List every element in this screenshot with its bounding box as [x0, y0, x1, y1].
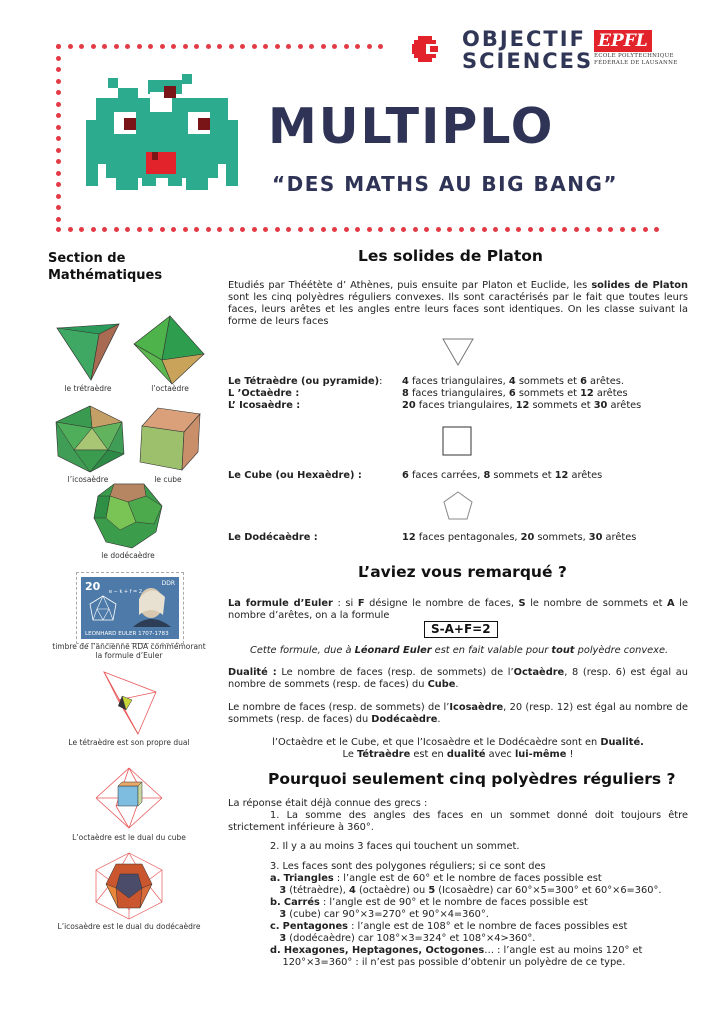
frame-dot — [56, 148, 61, 153]
frame-dot — [56, 79, 61, 84]
epfl-subtitle-2: FÉDÉRALE DE LAUSANNE — [594, 60, 678, 66]
octa-desc: 8 faces triangulaires, 6 sommets et 12 arêtes — [402, 388, 628, 399]
frame-dot — [539, 227, 544, 232]
objectif-sciences-logo-icon — [410, 34, 440, 64]
frame-top-dots — [56, 44, 383, 49]
frame-dot — [574, 227, 579, 232]
page-title: MULTIPLO — [268, 98, 555, 155]
why-point-1: 1. La somme des angles des faces en un sommet donné doit toujours être strictement inférieure à 360°. — [228, 810, 688, 833]
frame-dot — [125, 44, 130, 49]
frame-dot — [56, 182, 61, 187]
frame-dot — [56, 44, 61, 49]
frame-dot — [91, 227, 96, 232]
octahedron-icon — [132, 314, 206, 386]
icosa-desc: 20 faces triangulaires, 12 sommets et 30 arêtes — [402, 400, 642, 411]
tetra-desc: 4 faces triangulaires, 4 sommets et 6 arêtes. — [402, 376, 624, 387]
frame-dot — [551, 227, 556, 232]
why-point-2: 2. Il y a au moins 3 faces qui touchent un sommet. — [270, 841, 520, 852]
heading-did-you-notice: L’aviez vous remarqué ? — [358, 563, 567, 581]
frame-dot — [344, 227, 349, 232]
frame-dot — [56, 113, 61, 118]
square-face-icon — [441, 425, 473, 457]
frame-dot — [217, 44, 222, 49]
frame-dot — [413, 227, 418, 232]
case-hexagons: d. Hexagones, Heptagones, Octogones… : l’angle est au moins 120° et 120°×3=360° : il n’est pas possible d’obtenir un polyèdre de ce type. — [270, 945, 643, 968]
frame-dot — [275, 227, 280, 232]
frame-dot — [252, 44, 257, 49]
euler-stamp — [76, 572, 184, 644]
frame-dot — [643, 227, 648, 232]
section-title: Section de Mathématiques — [48, 251, 163, 283]
cube-name: Le Cube (ou Hexaèdre) : — [228, 470, 362, 481]
frame-dot — [206, 227, 211, 232]
epfl-subtitle-1: ÉCOLE POLYTECHNIQUE — [594, 53, 674, 59]
triangle-face-icon — [441, 335, 475, 369]
frame-dot — [102, 227, 107, 232]
frame-dot — [240, 44, 245, 49]
frame-dot — [229, 227, 234, 232]
brand-objectif: OBJECTIF — [462, 27, 586, 51]
frame-dot — [125, 227, 130, 232]
frame-dot — [137, 44, 142, 49]
frame-dot — [309, 44, 314, 49]
caption-cube: le cube — [154, 475, 182, 484]
frame-dot — [160, 227, 165, 232]
frame-dot — [79, 227, 84, 232]
frame-dot — [56, 194, 61, 199]
icosahedron-icon — [52, 404, 128, 474]
frame-dot — [608, 227, 613, 232]
euler-note: Cette formule, due à Léonard Euler est en fait valable pour tout polyèdre convexe. — [250, 645, 669, 656]
caption-stamp: timbre de l’ancienne RDA commémorant la formule d’Euler — [52, 642, 206, 660]
frame-dot — [378, 44, 383, 49]
frame-dot — [148, 227, 153, 232]
frame-dot — [562, 227, 567, 232]
stamp-country: DDR — [161, 580, 175, 587]
frame-dot — [620, 227, 625, 232]
heading-platonic-solids: Les solides de Platon — [358, 247, 543, 265]
frame-dot — [286, 44, 291, 49]
frame-dot — [367, 44, 372, 49]
invader-mascot-icon — [86, 70, 238, 198]
frame-dot — [56, 102, 61, 107]
caption-icosahedron: l’icosaèdre — [67, 475, 109, 484]
frame-dot — [459, 227, 464, 232]
frame-dot — [160, 44, 165, 49]
frame-dot — [482, 227, 487, 232]
frame-dot — [194, 44, 199, 49]
frame-dot — [102, 44, 107, 49]
euler-portrait-icon — [127, 585, 173, 627]
frame-dot — [171, 44, 176, 49]
frame-dot — [114, 44, 119, 49]
frame-dot — [206, 44, 211, 49]
dodecahedron-icon — [92, 482, 164, 550]
frame-dot — [183, 44, 188, 49]
frame-dot — [332, 44, 337, 49]
frame-dot — [56, 136, 61, 141]
dual-tetrahedron-icon — [98, 670, 160, 736]
dual-octahedron-cube-icon — [94, 766, 164, 830]
euler-paragraph: La formule d’Euler : si F désigne le nombre de faces, S le nombre de sommets et A le nombre d’arêtes, on a la formule — [228, 598, 688, 621]
caption-tetrahedron: le trétraèdre — [64, 384, 112, 393]
dodeca-name: Le Dodécaèdre : — [228, 532, 318, 543]
frame-dot — [493, 227, 498, 232]
frame-dot — [252, 227, 257, 232]
duality-paragraph-2: Le nombre de faces (resp. de sommets) de l’Icosaèdre, 20 (resp. 12) est égal au nombre de sommets (resp. de faces) du Dodécaèdre. — [228, 702, 689, 725]
case-pentagons: c. Pentagones : l’angle est de 108° et le nombre de faces possibles est 3 (dodécaèdre) car 108°×3=324° et 108°×4>360°. — [270, 921, 628, 944]
frame-dot — [447, 227, 452, 232]
duality-paragraph-1: Dualité : Le nombre de faces (resp. de sommets) de l’Octaèdre, 8 (resp. 6) est égal au nombre de sommets (resp. de faces) du Cube. — [228, 667, 688, 690]
frame-dot — [183, 227, 188, 232]
caption-dual-octahedron: L’octaèdre est le dual du cube — [72, 833, 186, 842]
frame-dot — [332, 227, 337, 232]
frame-dot — [114, 227, 119, 232]
frame-dot — [56, 217, 61, 222]
frame-dot — [137, 227, 142, 232]
tetra-name: Le Tétraèdre (ou pyramide): — [228, 376, 383, 387]
frame-dot — [654, 227, 659, 232]
frame-dot — [355, 44, 360, 49]
why-point-3: 3. Les faces sont des polygones réguliers; si ce sont des — [270, 861, 546, 872]
frame-dot — [56, 56, 61, 61]
page-subtitle: “DES MATHS AU BIG BANG” — [272, 172, 619, 196]
case-squares: b. Carrés : l’angle est de 90° et le nombre de faces possible est 3 (cube) car 90°×3=270° et 90°×4=360°. — [270, 897, 588, 920]
brand-sciences: SCIENCES — [462, 49, 594, 73]
dual-icosahedron-dodecahedron-icon — [92, 852, 166, 920]
stamp-formula: e − k + f = 2 — [109, 589, 143, 595]
frame-dot — [321, 227, 326, 232]
frame-dot — [68, 227, 73, 232]
frame-dot — [321, 44, 326, 49]
dodeca-desc: 12 faces pentagonales, 20 sommets, 30 arêtes — [402, 532, 637, 543]
frame-dot — [631, 227, 636, 232]
caption-octahedron: l’octaèdre — [151, 384, 189, 393]
euler-formula-box: S-A+F=2 — [424, 621, 498, 638]
frame-dot — [263, 44, 268, 49]
frame-dot — [275, 44, 280, 49]
epfl-logo: EPFL — [594, 30, 652, 52]
cube-desc: 6 faces carrées, 8 sommets et 12 arêtes — [402, 470, 603, 481]
frame-dot — [56, 90, 61, 95]
frame-dot — [56, 67, 61, 72]
caption-dual-tetrahedron: Le tétraèdre est son propre dual — [68, 738, 190, 747]
frame-dot — [91, 44, 96, 49]
frame-dot — [56, 159, 61, 164]
frame-dot — [436, 227, 441, 232]
frame-dot — [68, 44, 73, 49]
pentagon-face-icon — [442, 490, 474, 522]
frame-dot — [309, 227, 314, 232]
intro-paragraph: Etudiés par Théétète d’ Athènes, puis ensuite par Platon et Euclide, les solides de Platon sont les cinq polyèdres réguliers convexes. Ils sont caractérisés par le fait que toutes leurs faces, leurs arêtes et les angles entre leurs faces sont identiques. On les classe suivant la forme de leurs faces — [228, 280, 688, 327]
frame-dot — [229, 44, 234, 49]
frame-dot — [217, 227, 222, 232]
frame-dot — [585, 227, 590, 232]
case-triangles: a. Triangles : l’angle est de 60° et le nombre de faces possible est 3 (tétraèdre), 4 (octaèdre) ou 5 (Icosaèdre) car 60°×5=300° et 60°×6=360°. — [270, 873, 662, 896]
tetrahedron-icon — [55, 322, 121, 382]
frame-dot — [516, 227, 521, 232]
frame-dot — [367, 227, 372, 232]
frame-dot — [344, 44, 349, 49]
frame-dot — [56, 205, 61, 210]
octa-name: L ’Octaèdre : — [228, 388, 300, 399]
icosa-name: L’ Icosaèdre : — [228, 400, 301, 411]
caption-dodecahedron: le dodécaèdre — [101, 551, 155, 560]
stamp-value: 20 — [85, 580, 101, 593]
frame-dot — [355, 227, 360, 232]
stamp-polyhedron-icon — [89, 595, 117, 623]
frame-dot — [298, 227, 303, 232]
frame-dot — [597, 227, 602, 232]
duality-summary: l’Octaèdre et le Cube, et que l’Icosaèdre et le Dodécaèdre sont en Dualité. Le Tétraèdre est en dualité avec lui-même ! — [272, 737, 644, 760]
frame-dot — [56, 227, 61, 232]
frame-dot — [263, 227, 268, 232]
caption-dual-icosahedron: L’icosaèdre est le dual du dodécaèdre — [57, 922, 201, 931]
frame-dot — [240, 227, 245, 232]
frame-dot — [505, 227, 510, 232]
cube-icon — [136, 406, 204, 474]
frame-dot — [56, 171, 61, 176]
frame-dot — [56, 125, 61, 130]
heading-why-five: Pourquoi seulement cinq polyèdres réguliers ? — [268, 770, 676, 788]
frame-dot — [79, 44, 84, 49]
frame-dot — [390, 227, 395, 232]
frame-dot — [171, 227, 176, 232]
frame-dot — [298, 44, 303, 49]
frame-dot — [424, 227, 429, 232]
frame-dot — [286, 227, 291, 232]
frame-bottom-dots — [56, 227, 659, 232]
frame-dot — [378, 227, 383, 232]
why-intro: La réponse était déjà connue des grecs : — [228, 798, 428, 809]
frame-dot — [401, 227, 406, 232]
frame-dot — [528, 227, 533, 232]
frame-dot — [470, 227, 475, 232]
frame-dot — [148, 44, 153, 49]
frame-dot — [194, 227, 199, 232]
stamp-name: LEONHARD EULER 1707-1783 — [85, 631, 169, 637]
